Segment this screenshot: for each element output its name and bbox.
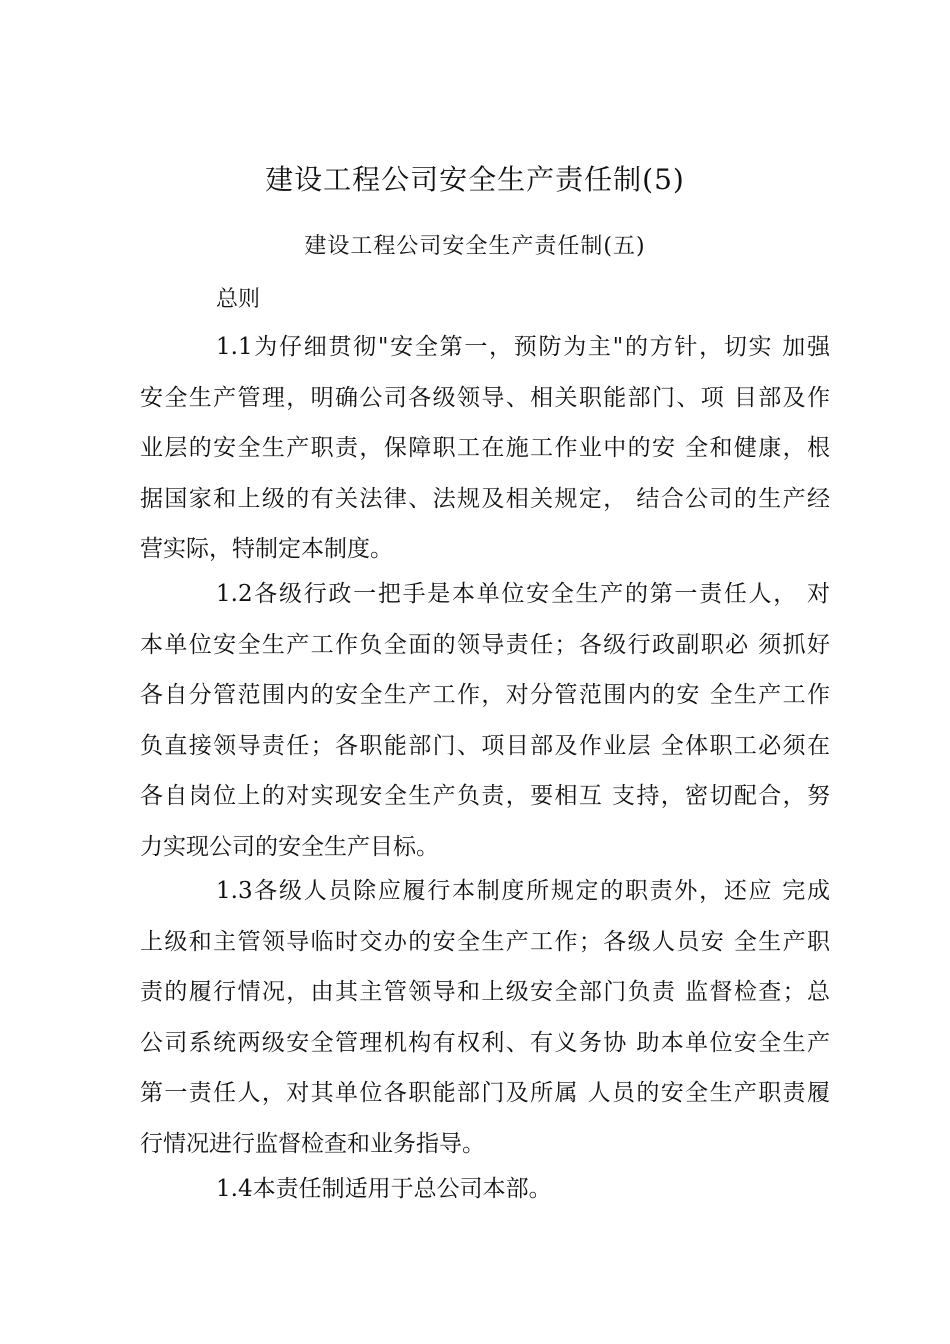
paragraph-1-2: [140, 569, 830, 873]
paragraph-line: 业层的安全生产职责，保障职工在施工作业中的安 全和健康，根: [140, 435, 830, 462]
paragraph-line: 负直接领导责任；各职能部门、项目部及作业层 全体职工必须在: [140, 732, 830, 759]
paragraph-line: 本单位安全生产工作负全面的领导责任；各级行政副职必 须抓好: [140, 631, 830, 658]
paragraph-line: 各自岗位上的对实现安全生产负责，要相互 支持，密切配合，努: [140, 783, 830, 810]
paragraph-line: 公司系统两级安全管理机构有权利、有义务协 助本单位安全生产: [140, 1029, 830, 1056]
document-subtitle: 建设工程公司安全生产责任制(五): [304, 234, 646, 259]
paragraph-line: 营实际，特制定本制度。: [140, 536, 393, 563]
section-heading: 总则: [216, 287, 261, 312]
paragraph-1-3: [140, 866, 830, 1170]
paragraph-line: 各自分管范围内的安全生产工作，对分管范围内的安 全生产工作: [140, 682, 830, 709]
paragraph-1-4: [140, 1164, 830, 1215]
paragraph-line: 安全生产管理，明确公司各级领导、相关职能部门、项 目部及作: [140, 384, 830, 411]
paragraph-line: 1.2各级行政一把手是本单位安全生产的第一责任人， 对: [216, 581, 830, 607]
paragraph-line: 1.4本责任制适用于总公司本部。: [216, 1176, 552, 1202]
paragraph-line: 1.3各级人员除应履行本制度所规定的职责外，还应 完成: [216, 878, 830, 904]
document-title: 建设工程公司安全生产责任制(5): [265, 163, 685, 196]
paragraph-line: 第一责任人，对其单位各职能部门及所属 人员的安全生产职责履: [140, 1080, 830, 1107]
paragraph-line: 1.1为仔细贯彻"安全第一，预防为主"的方针，切实 加强: [216, 334, 830, 360]
paragraph-line: 上级和主管领导临时交办的安全生产工作；各级人员安 全生产职: [140, 928, 830, 955]
paragraph-line: 据国家和上级的有关法律、法规及相关规定， 结合公司的生产经: [140, 485, 830, 512]
paragraph-1-1: [140, 322, 830, 575]
paragraph-line: 责的履行情况，由其主管领导和上级安全部门负责 监督检查；总: [140, 979, 830, 1006]
paragraph-line: 行情况进行监督检查和业务指导。: [140, 1130, 485, 1157]
paragraph-line: 力实现公司的安全生产目标。: [140, 833, 439, 860]
